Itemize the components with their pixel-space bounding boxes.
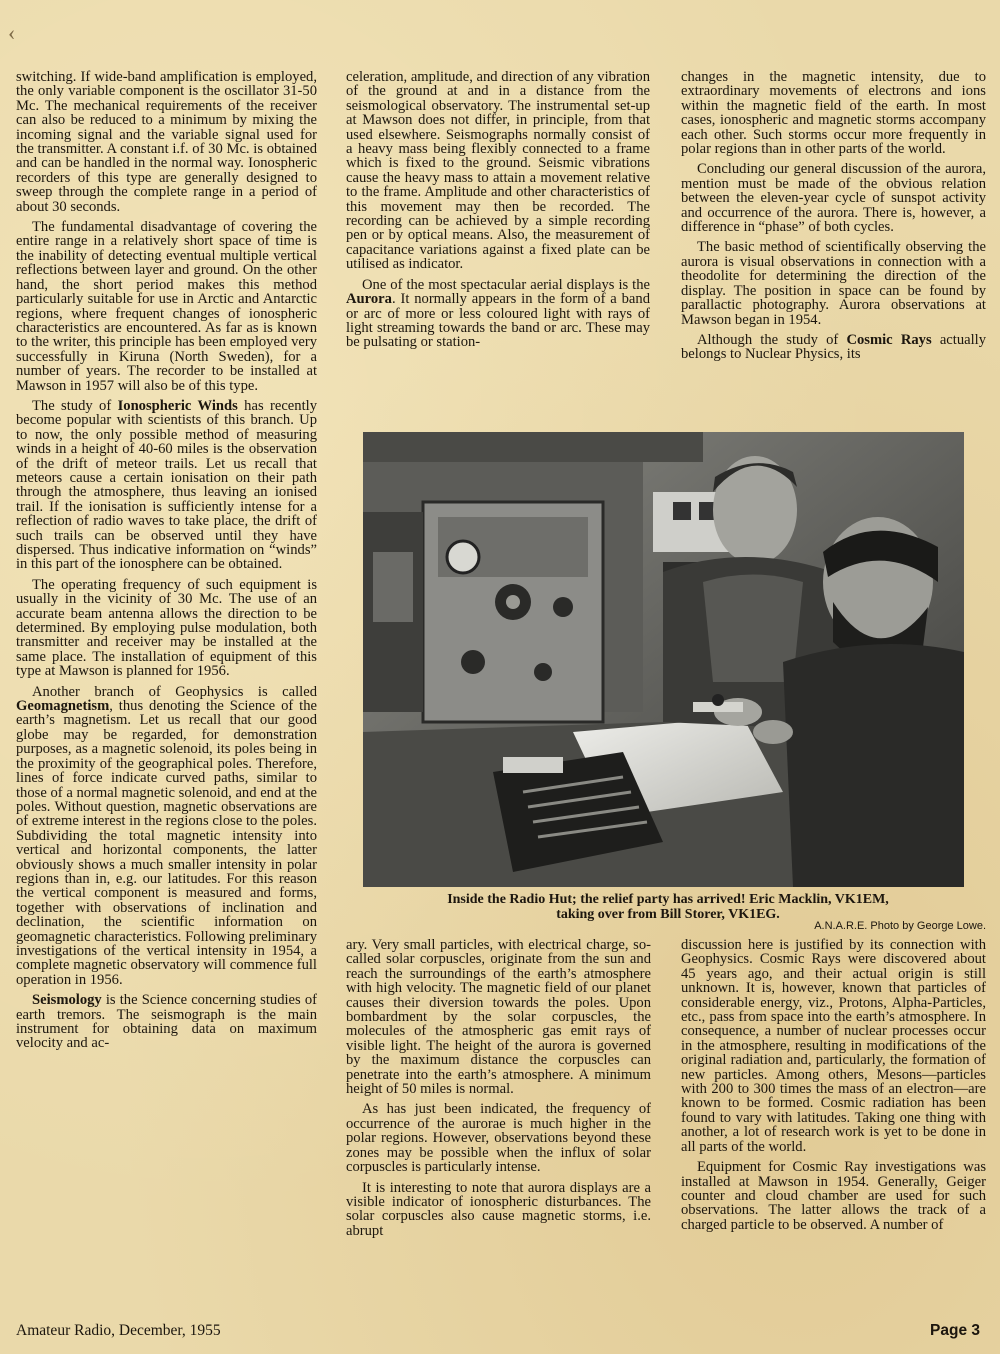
- paragraph: It is interesting to note that aurora displays are a visible indicator of ionospheric disturbances. The solar corpuscles also cause magnetic storms, i.e. abrupt: [346, 1179, 651, 1239]
- paragraph: The study of Ionospheric Winds has recently become popular with scientists of this branch. Up to now, the only possible method of measuring winds in a height of 40-60 miles is the observation of the drift of meteor trails. Let us recall that meteors cause a certain ionisation on their path through the atmosphere, thus leaving an ionised trail. If the ionisation is sufficiently intense for a reflection of radio waves to take place, the drift of such trails can be observed until they have dispersed. Thus indicative information on “winds” in this part of the ionosphere can be obtained.: [16, 397, 317, 573]
- paragraph: switching. If wide-band amplification is employed, the only variable component is the oscillator 31-50 Mc. The mechanical requirements of the receiver can also be reduced to a minimum by mixing the incoming signal and the variable signal used for the transmitter. A constant i.f. of 30 Mc. is obtained and can be handled in the normal way. Ionospheric recorders of this type are generally designed to sweep through the complete range in a period of about 30 seconds.: [16, 69, 317, 215]
- paragraph: Another branch of Geophysics is called Geomagnetism, thus denoting the Science of the earth’s magnetism. Let us recall that our good globe may be regarded, for demonstration purposes, as a magnetic solenoid, its poles being in the proximity of the geographical poles. Therefore, lines of force indicate curved paths, similar to those of a normal magnetic solenoid, and end at the poles. Without question, magnetic observations are of extreme interest in the regions close to the poles. Subdividing the total magnetic intensity into vertical and horizontal components, the latter obviously shows a much smaller intensity in polar regions than in, e.g. our latitudes. For this reason the vertical component is measured and forms, together with observations of inclination and declination, the scientific information on geomagnetic characteristics. Following preliminary investigations of the vertical intensity in 1954, a complete magnetic observatory will commence full operation in 1956.: [16, 683, 317, 988]
- text-column-1: [16, 70, 317, 1305]
- text-column-2-top: [346, 70, 650, 418]
- paragraph: Concluding our general discussion of the aurora, mention must be made of the obvious relation between the eleven-year cycle of sunspot activity and occurrence of the aurora. There is, however, a difference in “phase” of both cycles.: [681, 161, 986, 236]
- paragraph: ary. Very small particles, with electrical charge, so-called solar corpuscles, originate from the sun and reach the surroundings of the earth’s atmosphere with high velocity. The magnetic field of our planet causes their diversion towards the poles. Upon bombardment by the solar corpuscles, the molecules of the atmospheric gas emit rays of visible light. The height of the aurora is governed by the maximum distance the corpuscles can penetrate into the earth’s atmosphere. A minimum height of 50 miles is normal.: [346, 937, 651, 1098]
- staple-mark-icon: ‹: [8, 20, 16, 45]
- radio-hut-photo: [363, 432, 964, 887]
- paragraph: The basic method of scientifically observing the aurora is visual observations in connection with a theodolite for determining the direction of the display. The position in space can be found by parallactic photography. Aurora observations at Mawson began in 1954.: [681, 239, 986, 328]
- text-column-3-bottom: [681, 938, 986, 1306]
- term-aurora: Aurora: [346, 291, 392, 308]
- paragraph: Although the study of Cosmic Rays actually belongs to Nuclear Physics, its: [681, 331, 987, 363]
- term-cosmic-rays: Cosmic Rays: [846, 331, 932, 348]
- paragraph: Seismology is the Science concerning studies of earth tremors. The seismograph is the main instrument for obtaining data on maximum velocity and ac-: [16, 992, 317, 1052]
- publication-footer: Amateur Radio, December, 1955: [16, 1322, 221, 1339]
- paragraph: Equipment for Cosmic Ray investigations was installed at Mawson in 1954. Generally, Geiger counter and cloud chamber are used for such observations. The latter allows the track of a charged particle to be observed. A number of: [681, 1159, 986, 1233]
- paragraph: discussion here is justified by its connection with Geophysics. Cosmic Rays were discovered about 45 years ago, and their actual origin is still unknown. It is, however, known that particles of considerable energy, viz., Protons, Alpha-Particles, etc., pass from space into the earth’s atmosphere. In consequence, a number of nuclear processes occur in the atmosphere, resulting in modifications of the original radiation and, particularly, the formation of new particles. Among others, Mesons—particles with 200 to 300 times the mass of an electron—are known to be formed. Cosmic radiation has been found to vary with latitudes. Taking one thing with another, a lot of research work is yet to be done in all parts of the world.: [681, 937, 986, 1155]
- paragraph: The fundamental disadvantage of covering the entire range in a relatively short space of time is the inability of detecting eventual multiple vertical reflections between layer and ground. On the other hand, the short period makes this method particularly suitable for use in Arctic and Antarctic regions, where frequent changes of ionospheric characteristics are encountered. As far as is known to the writer, this principle has been employed very successfully in Kiruna (North Sweden), for a number of years. The recorder to be installed at Mawson in 1957 will also be of this type.: [16, 219, 317, 394]
- text-column-3-top: [681, 70, 986, 418]
- term-seismology: Seismology: [32, 992, 102, 1009]
- term-ionospheric-winds: Ionospheric Winds: [117, 397, 238, 414]
- photo-credit: A.N.A.R.E. Photo by George Lowe.: [814, 920, 986, 932]
- paragraph: celeration, amplitude, and direction of any vibration of the ground at and in a distance from the seismological observatory. The instrumental set-up at Mawson does not differ, in principle, from that used elsewhere. Seismographs normally consist of a heavy mass being flexibly connected to a frame which is fixed to the ground. Seismic vibrations cause the heavy mass to attain a movement relative to the frame. Amplitude and other characteristics of this movement may then be recorded. The recording can be achieved by a simple recording pen or by optical means. Also, the measurement of capacitance variations against a fixed plate can be utilised as indicator.: [346, 69, 650, 273]
- text-column-2-bottom: [346, 938, 651, 1306]
- paragraph: One of the most spectacular aerial displays is the Aurora. It normally appears in the form of a band or arc of more or less coloured light with rays of light streaming towards the band or arc. These may be pulsating or station-: [346, 276, 650, 351]
- paragraph: The operating frequency of such equipment is usually in the vicinity of 30 Mc. The use of an accurate beam antenna allows the direction to be determined. By employing pulse modulation, both transmitter and receiver may be installed at the same place. The installation of equipment of this type at Mawson is planned for 1956.: [16, 576, 317, 680]
- photo-caption: Inside the Radio Hut; the relief party has arrived! Eric Macklin, VK1EM, taking over from Bill Storer, VK1EG.: [447, 892, 889, 922]
- photo-illustration: [363, 432, 964, 887]
- page-number: Page 3: [930, 1322, 980, 1339]
- paragraph: changes in the magnetic intensity, due to extraordinary movements of electrons and ions within the magnetic field of the earth. In most cases, ionospheric and magnetic storms accompany each other. Such storms occur more frequently in polar regions than in other parts of the world.: [681, 69, 986, 158]
- paragraph: As has just been indicated, the frequency of occurrence of the aurorae is much higher in the polar regions. However, observations beyond these zones may be possible when the influx of solar corpuscles is particularly intense.: [346, 1101, 651, 1176]
- term-geomagnetism: Geomagnetism: [16, 698, 110, 715]
